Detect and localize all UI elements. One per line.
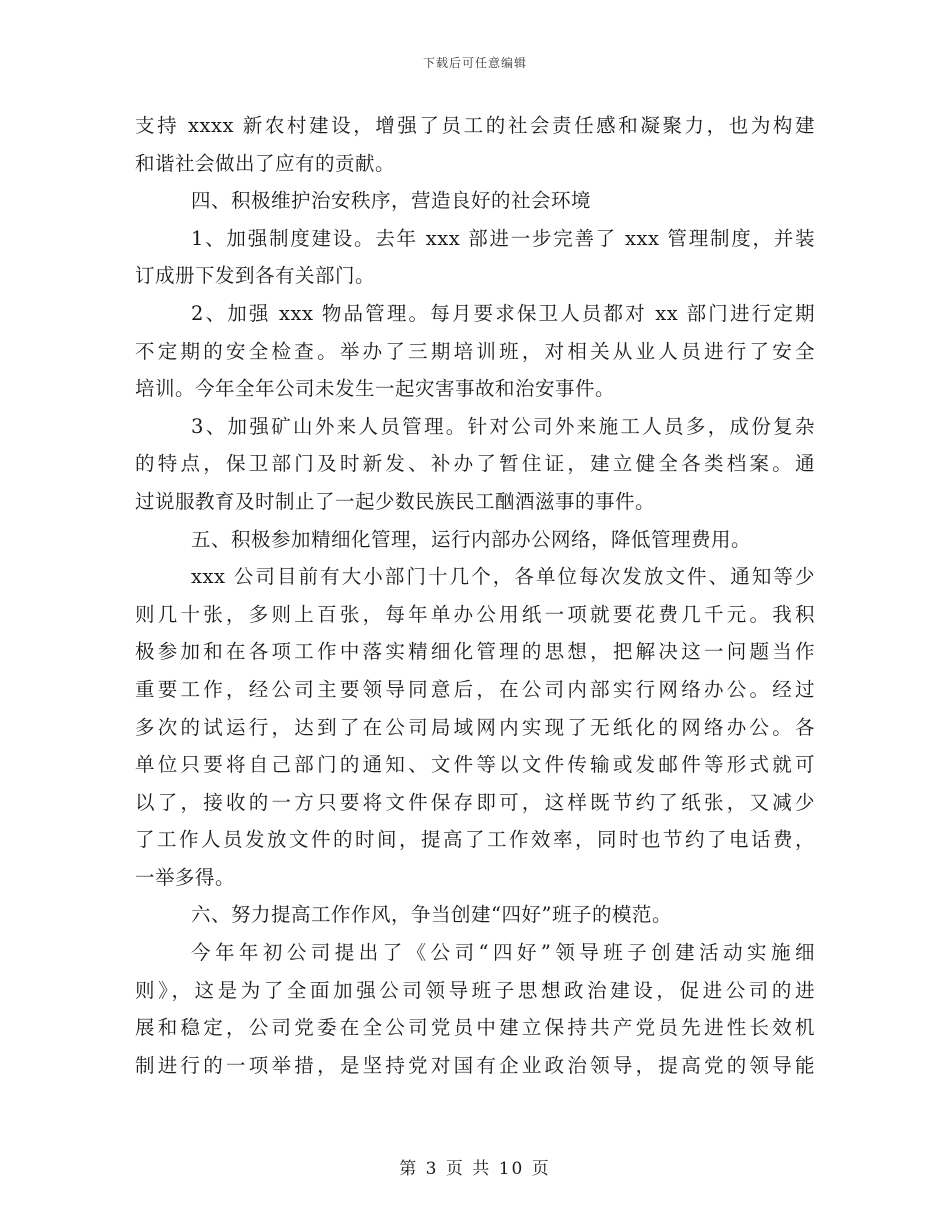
body-line: xxx 公司目前有大小部门十几个，各单位每次发放文件、通知等少 xyxy=(191,565,815,589)
body-line: 和谐社会做出了应有的贡献。 xyxy=(135,151,396,175)
body-line: 展和稳定，公司党委在全公司党员中建立保持共产党员先进性长效机 xyxy=(135,1016,815,1040)
body-line: 了工作人员发放文件的时间，提高了工作效率，同时也节约了电话费， xyxy=(135,828,815,852)
body-line: 今年年初公司提出了《公司“四好”领导班子创建活动实施细 xyxy=(191,941,815,965)
section-heading: 四、积极维护治安秩序，营造良好的社会环境 xyxy=(191,189,592,213)
section-heading: 五、积极参加精细化管理，运行内部办公网络，降低管理费用。 xyxy=(191,527,752,551)
page-header-note: 下载后可任意编辑 xyxy=(422,56,527,70)
document-body xyxy=(135,107,815,1084)
body-line: 过说服教育及时制止了一起少数民族民工酗酒滋事的事件。 xyxy=(135,489,656,513)
body-line: 以了，接收的一方只要将文件保存即可，这样既节约了纸张，又减少 xyxy=(135,790,815,814)
body-line: 培训。今年全年公司未发生一起灾害事故和治安事件。 xyxy=(135,377,616,401)
body-line: 多次的试运行，达到了在公司局域网内实现了无纸化的网络办公。各 xyxy=(135,715,815,739)
body-line: 3、加强矿山外来人员管理。针对公司外来施工人员多，成份复杂 xyxy=(191,414,815,438)
body-line: 则几十张，多则上百张，每年单办公用纸一项就要花费几千元。我积 xyxy=(135,602,815,626)
body-line: 单位只要将自己部门的通知、文件等以文件传输或发邮件等形式就可 xyxy=(135,753,815,777)
body-line: 支持 xxxx 新农村建设，增强了员工的社会责任感和凝聚力，也为构建 xyxy=(135,114,815,137)
section-heading: 六、努力提高工作作风，争当创建“四好”班子的模范。 xyxy=(191,903,672,927)
body-line: 重要工作，经公司主要领导同意后，在公司内部实行网络办公。经过 xyxy=(135,677,815,701)
body-line: 2、加强 xxx 物品管理。每月要求保卫人员都对 xx 部门进行定期 xyxy=(191,301,815,325)
body-line: 制进行的一项举措，是坚持党对国有企业政治领导，提高党的领导能 xyxy=(135,1053,815,1077)
body-line: 不定期的安全检查。举办了三期培训班，对相关从业人员进行了安全 xyxy=(135,339,815,363)
page-number-footer: 第 3 页 共 10 页 xyxy=(399,1159,551,1179)
body-line: 订成册下发到各有关部门。 xyxy=(135,264,376,288)
body-line: 的特点，保卫部门及时新发、补办了暂住证，建立健全各类档案。通 xyxy=(135,452,815,476)
body-line: 则》，这是为了全面加强公司领导班子思想政治建设，促进公司的进 xyxy=(135,978,815,1002)
body-line: 一举多得。 xyxy=(135,865,236,889)
body-line: 1、加强制度建设。去年 xxx 部进一步完善了 xxx 管理制度，并装 xyxy=(191,226,815,250)
body-line: 极参加和在各项工作中落实精细化管理的思想，把解决这一问题当作 xyxy=(135,640,815,664)
